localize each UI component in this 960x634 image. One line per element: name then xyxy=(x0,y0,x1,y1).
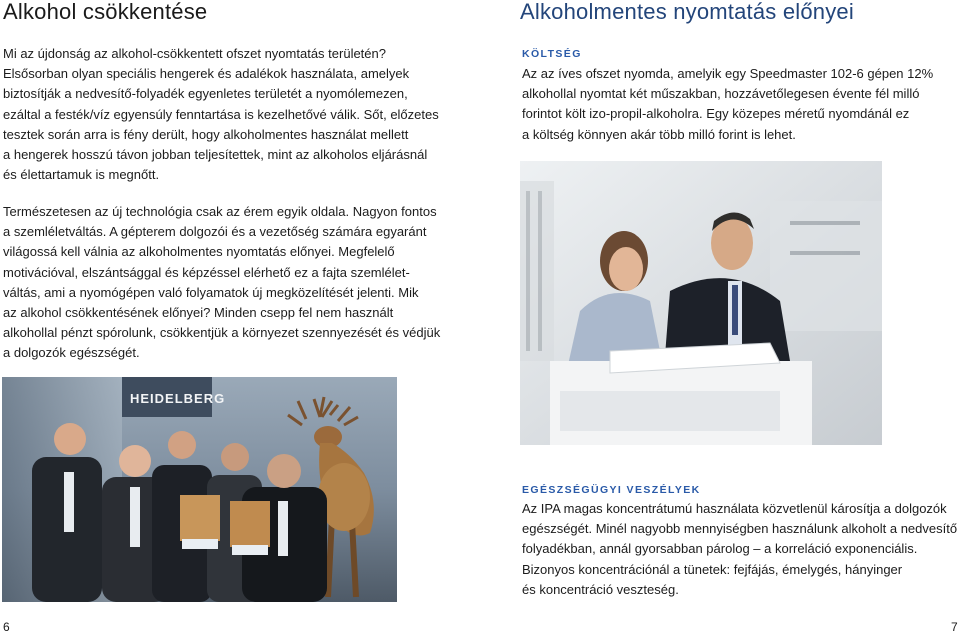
right-page-title: Alkoholmentes nyomtatás előnyei xyxy=(520,0,854,24)
body-line: motivációval, elszántsággal és képzéssel elérhető ez a fajta szemlélet- xyxy=(3,264,410,280)
intro-line: Mi az újdonság az alkohol-csökkentett ofszet nyomtatás területén? xyxy=(3,46,386,61)
health-line: Az IPA magas koncentrátumú használata közvetlenül károsítja a dolgozók xyxy=(522,501,947,516)
health-line: egészségét. Minél nagyobb mennyiségben használunk alkoholt a nedvesítő xyxy=(522,521,958,537)
heidelberg-logo-text: HEIDELBERG xyxy=(130,391,226,406)
cost-paragraph xyxy=(522,64,952,145)
body-line: váltás, ami a nyomógépen való folyamatok új megközelítését jelenti. Mik xyxy=(3,284,419,300)
body-paragraph xyxy=(3,202,503,364)
cost-line: alkohollal nyomtat két műszakban, hozzávetőlegesen évente fél milló xyxy=(522,86,920,102)
health-line: Bizonyos koncentrációnál a tünetek: fejfájás, émelygés, hányinger xyxy=(522,561,903,577)
page-number-left: 6 xyxy=(3,620,10,634)
intro-line: tesztek során arra is fény derült, hogy alkoholmentes használat mellett xyxy=(3,126,409,142)
body-line: világossá kell válnia az alkoholmentes nyomtatás előnyei. Megfelelő xyxy=(3,244,395,260)
cost-heading: KÖLTSÉG xyxy=(522,48,582,60)
group-photo xyxy=(2,377,397,602)
group-photo-image xyxy=(2,377,397,602)
intro-line: ezáltal a festék/víz egyensúly fenntartása is kezelhetővé válik. Sőt, előzetes xyxy=(3,106,439,122)
health-line: folyadékban, annál gyorsabban párolog – a korreláció exponenciális. xyxy=(522,541,918,557)
body-line: alkohollal pénzt spórolunk, csökkentjük a környezet szennyezését és védjük xyxy=(3,325,441,341)
body-line: a szemléletváltás. A gépterem dolgozói és a vezetőség számára egyaránt xyxy=(3,224,427,240)
cost-line: Az az íves ofszet nyomda, amelyik egy Speedmaster 102-6 gépen 12% xyxy=(522,66,934,81)
health-line: és koncentráció veszteség. xyxy=(522,581,679,597)
intro-line: és élettartamuk is megnőtt. xyxy=(3,167,160,183)
office-photo-image xyxy=(520,161,882,445)
cost-line: a költség könnyen akár több milló forint is lehet. xyxy=(522,126,796,142)
left-page-title: Alkohol csökkentése xyxy=(3,0,208,24)
intro-line: biztosítják a nedvesítő-folyadék egyenletes területét a nyomólemezen, xyxy=(3,86,408,102)
body-line: a dolgozók egészségét. xyxy=(3,345,140,361)
page-number-right: 7 xyxy=(951,620,958,634)
intro-line: Elsősorban olyan speciális hengerek és adalékok használata, amelyek xyxy=(3,66,410,82)
intro-paragraph xyxy=(3,44,503,185)
body-line: az alkohol csökkentésének előnyei? Minden csepp fel nem használt xyxy=(3,305,394,321)
body-line: Természetesen az új technológia csak az érem egyik oldala. Nagyon fontos xyxy=(3,204,437,219)
health-paragraph xyxy=(522,499,957,600)
office-photo xyxy=(520,161,882,445)
health-heading: EGÉSZSÉGÜGYI VESZÉLYEK xyxy=(522,484,701,496)
intro-line: a hengerek hosszú távon jobban teljesítettek, mint az alkoholos eljárásnál xyxy=(3,147,428,163)
cost-line: forintot költ izo-propil-alkoholra. Egy közepes méretű nyomdánál ez xyxy=(522,106,910,122)
